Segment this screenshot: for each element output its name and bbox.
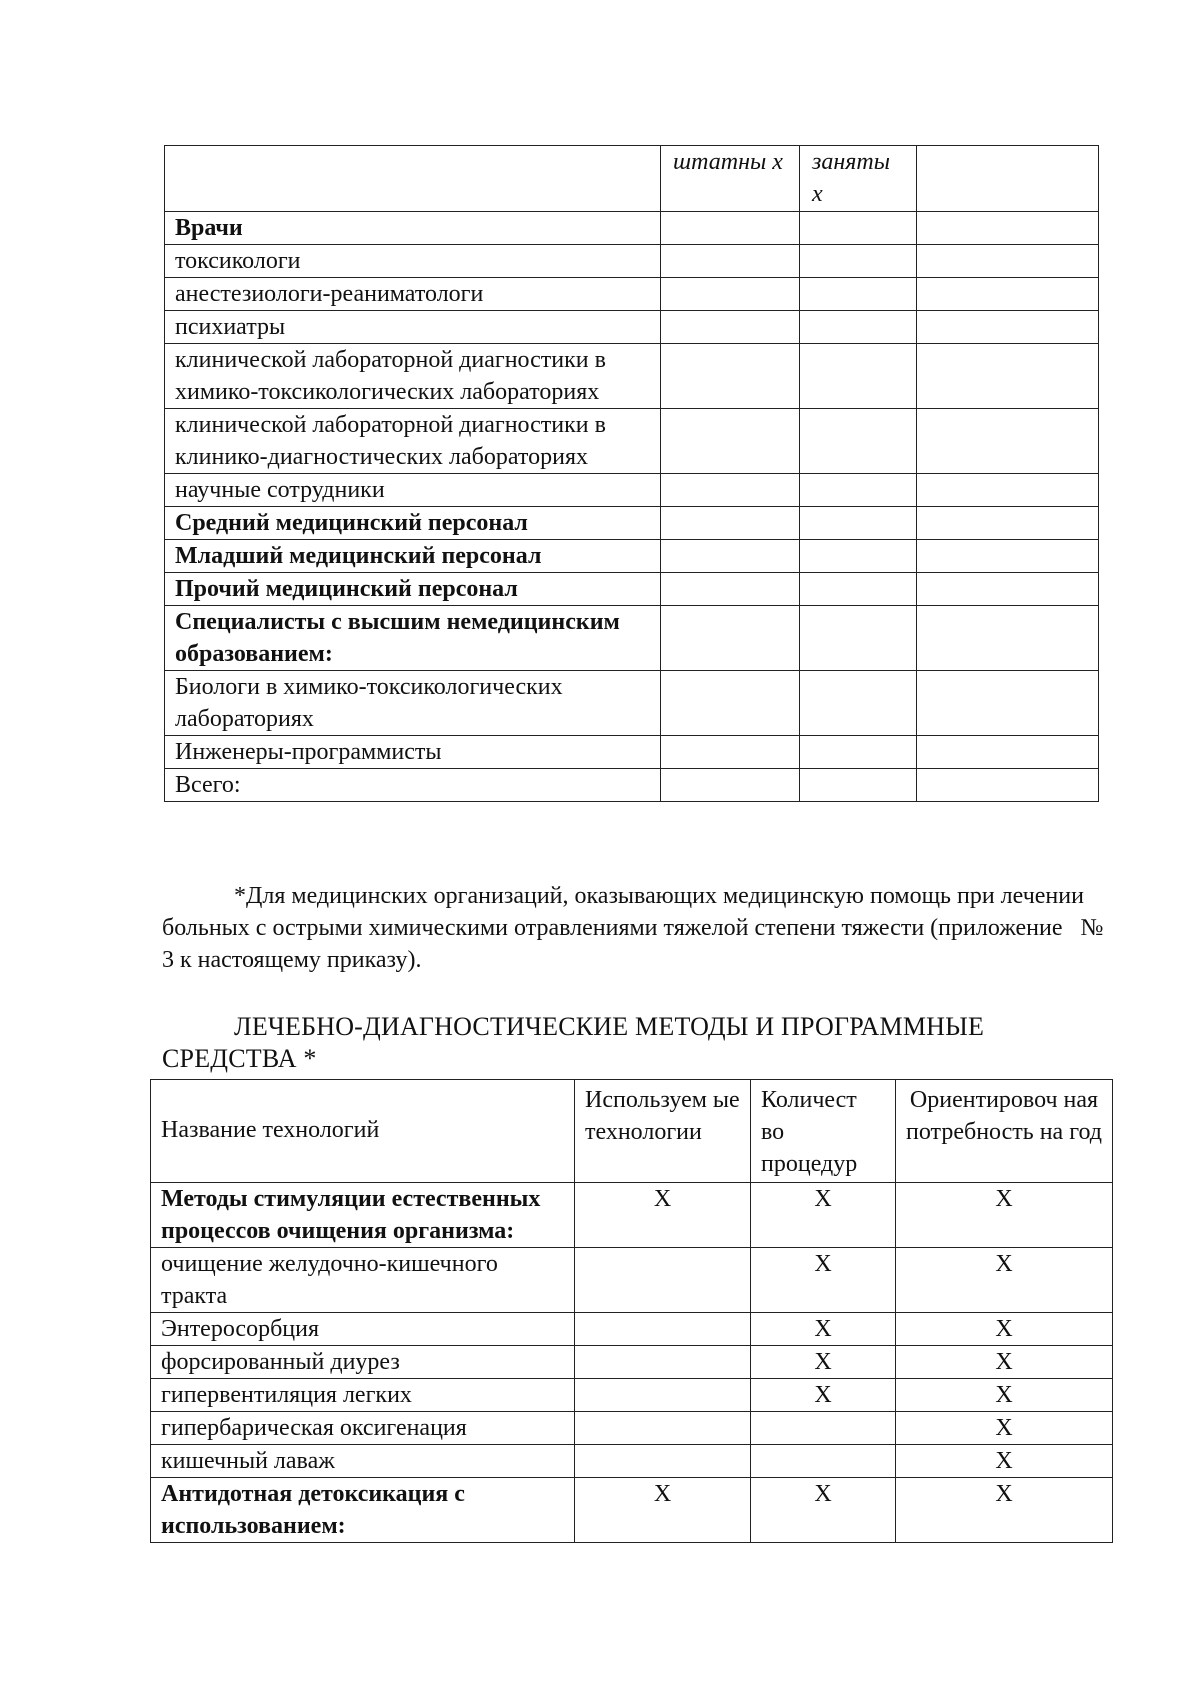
staff-row-cell-occupied xyxy=(800,344,917,409)
technologies-table-header xyxy=(151,1080,1113,1183)
staff-row-cell-occupied xyxy=(800,769,917,802)
technologies-table xyxy=(150,1079,1113,1543)
section-title-line2: СРЕДСТВА * xyxy=(162,1044,317,1073)
tech-row-need-mark: Х xyxy=(896,1379,1113,1412)
staff-row-label: клинической лабораторной диагностики в клинико-диагностических лабораториях xyxy=(165,409,661,474)
staff-header-col2: штатны х xyxy=(661,146,800,212)
tech-row-used-mark xyxy=(575,1248,751,1313)
footnote xyxy=(162,880,1112,976)
footnote-text-end: № 3 к настоящему приказу). xyxy=(162,915,1104,973)
staff-row-cell-extra xyxy=(917,671,1099,736)
staff-row-label: психиатры xyxy=(165,311,661,344)
staff-row xyxy=(165,278,1099,311)
staff-row-label: клинической лабораторной диагностики в химико-токсикологических лабораториях xyxy=(165,344,661,409)
staff-row-cell-staffed xyxy=(661,245,800,278)
staff-row-cell-occupied xyxy=(800,606,917,671)
tech-row-used-mark: Х xyxy=(575,1183,751,1248)
tech-row xyxy=(151,1183,1113,1248)
tech-row-count-mark: Х xyxy=(751,1478,896,1543)
staff-row-label: Специалисты с высшим немедицинским образованием: xyxy=(165,606,661,671)
staff-row-cell-occupied xyxy=(800,212,917,245)
staff-row xyxy=(165,507,1099,540)
staff-row xyxy=(165,573,1099,606)
staff-row-cell-occupied xyxy=(800,573,917,606)
tech-row-label: форсированный диурез xyxy=(151,1346,575,1379)
staff-row-cell-extra xyxy=(917,344,1099,409)
staff-row xyxy=(165,311,1099,344)
staff-row-cell-extra xyxy=(917,212,1099,245)
tech-row-count-mark: Х xyxy=(751,1346,896,1379)
staff-row-cell-occupied xyxy=(800,245,917,278)
tech-row-used-mark xyxy=(575,1346,751,1379)
staff-row-cell-staffed xyxy=(661,344,800,409)
tech-row-used-mark xyxy=(575,1379,751,1412)
staff-row xyxy=(165,769,1099,802)
staff-row-cell-extra xyxy=(917,507,1099,540)
section-title xyxy=(162,1011,1122,1075)
staff-row xyxy=(165,474,1099,507)
staff-row xyxy=(165,606,1099,671)
tech-row-count-mark: Х xyxy=(751,1183,896,1248)
staff-row xyxy=(165,212,1099,245)
staff-row-cell-occupied xyxy=(800,409,917,474)
staff-row-label: Биологи в химико-токсикологических лабораториях xyxy=(165,671,661,736)
tech-row-need-mark: Х xyxy=(896,1248,1113,1313)
staff-row xyxy=(165,540,1099,573)
tech-row-need-mark: Х xyxy=(896,1183,1113,1248)
tech-row-used-mark xyxy=(575,1313,751,1346)
staff-row-label: анестезиологи-реаниматологи xyxy=(165,278,661,311)
staff-row-cell-occupied xyxy=(800,671,917,736)
staff-row-cell-staffed xyxy=(661,769,800,802)
staff-row-cell-staffed xyxy=(661,212,800,245)
tech-row xyxy=(151,1478,1113,1543)
tech-row xyxy=(151,1445,1113,1478)
tech-row xyxy=(151,1346,1113,1379)
staff-row-cell-occupied xyxy=(800,278,917,311)
tech-row-count-mark: Х xyxy=(751,1313,896,1346)
staff-row-cell-extra xyxy=(917,409,1099,474)
staff-row-label: научные сотрудники xyxy=(165,474,661,507)
staff-row-cell-staffed xyxy=(661,278,800,311)
tech-row-count-mark xyxy=(751,1445,896,1478)
tech-row-need-mark: Х xyxy=(896,1346,1113,1379)
staff-row-cell-staffed xyxy=(661,507,800,540)
staff-row-label: Инженеры-программисты xyxy=(165,736,661,769)
staff-header-col4 xyxy=(917,146,1099,212)
staff-row-cell-extra xyxy=(917,311,1099,344)
staff-row xyxy=(165,409,1099,474)
staff-row-cell-staffed xyxy=(661,409,800,474)
tech-header-used: Используем ые технологии xyxy=(575,1080,751,1183)
tech-row-count-mark: Х xyxy=(751,1379,896,1412)
staff-row-cell-extra xyxy=(917,573,1099,606)
staff-row-cell-occupied xyxy=(800,736,917,769)
tech-row xyxy=(151,1379,1113,1412)
staff-row-cell-staffed xyxy=(661,573,800,606)
tech-row-label: Энтеросорбция xyxy=(151,1313,575,1346)
tech-row-label: гипервентиляция легких xyxy=(151,1379,575,1412)
tech-row-label: очищение желудочно-кишечного тракта xyxy=(151,1248,575,1313)
tech-header-need: Ориентировоч ная потребность на год xyxy=(896,1080,1113,1183)
staff-row xyxy=(165,671,1099,736)
staff-row xyxy=(165,344,1099,409)
staff-row-cell-extra xyxy=(917,606,1099,671)
staff-table xyxy=(164,145,1099,802)
staff-row-label: Всего: xyxy=(165,769,661,802)
tech-row-need-mark: Х xyxy=(896,1445,1113,1478)
tech-row-label: Методы стимуляции естественных процессов очищения организма: xyxy=(151,1183,575,1248)
staff-header-col1 xyxy=(165,146,661,212)
staff-row-cell-staffed xyxy=(661,606,800,671)
tech-row-count-mark xyxy=(751,1412,896,1445)
staff-row-label: Средний медицинский персонал xyxy=(165,507,661,540)
staff-row-cell-occupied xyxy=(800,311,917,344)
staff-row-cell-extra xyxy=(917,769,1099,802)
staff-row-label: токсикологи xyxy=(165,245,661,278)
tech-row xyxy=(151,1313,1113,1346)
staff-row-cell-extra xyxy=(917,278,1099,311)
tech-header-name: Название технологий xyxy=(151,1080,575,1183)
tech-row xyxy=(151,1248,1113,1313)
tech-row-count-mark: Х xyxy=(751,1248,896,1313)
tech-row-label: гипербарическая оксигенация xyxy=(151,1412,575,1445)
staff-header-col3: заняты х xyxy=(800,146,917,212)
tech-row-need-mark: Х xyxy=(896,1313,1113,1346)
staff-row-cell-extra xyxy=(917,540,1099,573)
tech-row xyxy=(151,1412,1113,1445)
tech-header-count: Количест во процедур xyxy=(751,1080,896,1183)
tech-row-used-mark: Х xyxy=(575,1478,751,1543)
staff-table-header xyxy=(165,146,1099,212)
staff-row-cell-staffed xyxy=(661,736,800,769)
section-title-line1: ЛЕЧЕБНО-ДИАГНОСТИЧЕСКИЕ МЕТОДЫ И ПРОГРАММНЫЕ xyxy=(234,1012,985,1041)
staff-row-cell-extra xyxy=(917,474,1099,507)
staff-row-cell-staffed xyxy=(661,671,800,736)
tech-row-label: Антидотная детоксикация с использованием: xyxy=(151,1478,575,1543)
staff-row-label: Прочий медицинский персонал xyxy=(165,573,661,606)
tech-row-need-mark: Х xyxy=(896,1412,1113,1445)
staff-row-cell-occupied xyxy=(800,474,917,507)
staff-row-label: Врачи xyxy=(165,212,661,245)
staff-row-label: Младший медицинский персонал xyxy=(165,540,661,573)
staff-row-cell-extra xyxy=(917,736,1099,769)
footnote-text: *Для медицинских организаций, оказывающих медицинскую помощь при лечении больных с острыми химическими отравлениями тяжелой степени тяжести (приложение xyxy=(162,883,1084,941)
tech-row-used-mark xyxy=(575,1445,751,1478)
staff-row-cell-staffed xyxy=(661,311,800,344)
staff-row xyxy=(165,245,1099,278)
staff-row-cell-extra xyxy=(917,245,1099,278)
staff-row xyxy=(165,736,1099,769)
staff-row-cell-occupied xyxy=(800,507,917,540)
staff-row-cell-occupied xyxy=(800,540,917,573)
tech-row-need-mark: Х xyxy=(896,1478,1113,1543)
tech-row-used-mark xyxy=(575,1412,751,1445)
staff-row-cell-staffed xyxy=(661,540,800,573)
tech-row-label: кишечный лаваж xyxy=(151,1445,575,1478)
staff-row-cell-staffed xyxy=(661,474,800,507)
